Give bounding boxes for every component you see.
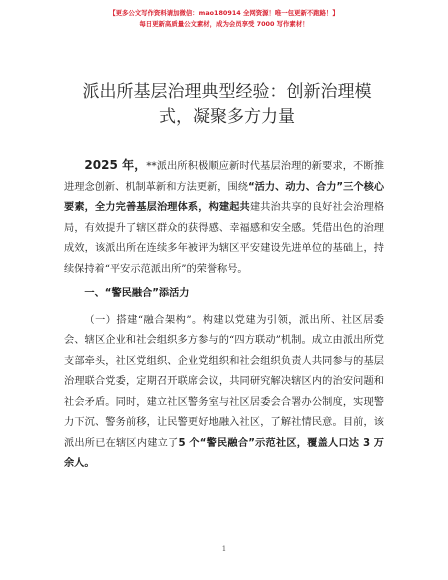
- para-2-bold: 5 个“警民融合”示范社区，覆盖人口达 3 万余人。: [64, 437, 384, 469]
- promo-banner: [0, 8, 448, 30]
- document-body: [64, 155, 384, 475]
- section-1-paragraph: [64, 311, 384, 475]
- page-number: 1: [221, 545, 227, 553]
- intro-year: 2025 年，: [84, 158, 147, 172]
- document-title: 派出所基层治理典型经验：创新治理模式，凝聚多方力量: [82, 82, 372, 127]
- intro-bold-1: “活力、动力、合力”三个核心要素，全力完善基层治理体系，构建起共: [64, 181, 385, 213]
- promo-banner-line-1: 【更多公文写作资料请加微信：mao180914 全网资源！唯一包更新不跑路！】: [109, 9, 339, 17]
- intro-text-2: 建共治共享的良好社会治理格局，有效提升了辖区群众的获得感、幸福感和安全感。凭借出色的治理成效，该派出所在连续多年被评为辖区平安建设先进单位的基础上，持续保持着“平安示范派出所”的荣誉称号。: [64, 202, 385, 275]
- intro-paragraph: [64, 155, 384, 280]
- para-2-text: （一）搭建“融合架构”。构建以党建为引领，派出所、社区居委会、辖区企业和社会组织多方参与的“四方联动”机制。成立由派出所党支部牵头，社区党组织、企业党组织和社会组织负责人共同参与的基层治理联合党委，定期召开联席会议，共同研究解决辖区内的治安问题和社会矛盾。同时，建立社区警务室与社区居委会合署办公制度，实现警力下沉、警务前移，让民警更好地融入社区，了解社情民意。目前，该派出所已在辖区内建立了: [64, 314, 384, 449]
- promo-banner-line-2: 每日更新高质量公文素材，成为会员享受 7000 写作素材！: [139, 20, 309, 28]
- section-heading-1: 一、“警民融合”添活力: [84, 288, 190, 299]
- intro-text-1: **派出所积极顺应新时代基层治理的新要求，不断推进理念创新、机制革新和方法更新，围绕: [64, 161, 385, 193]
